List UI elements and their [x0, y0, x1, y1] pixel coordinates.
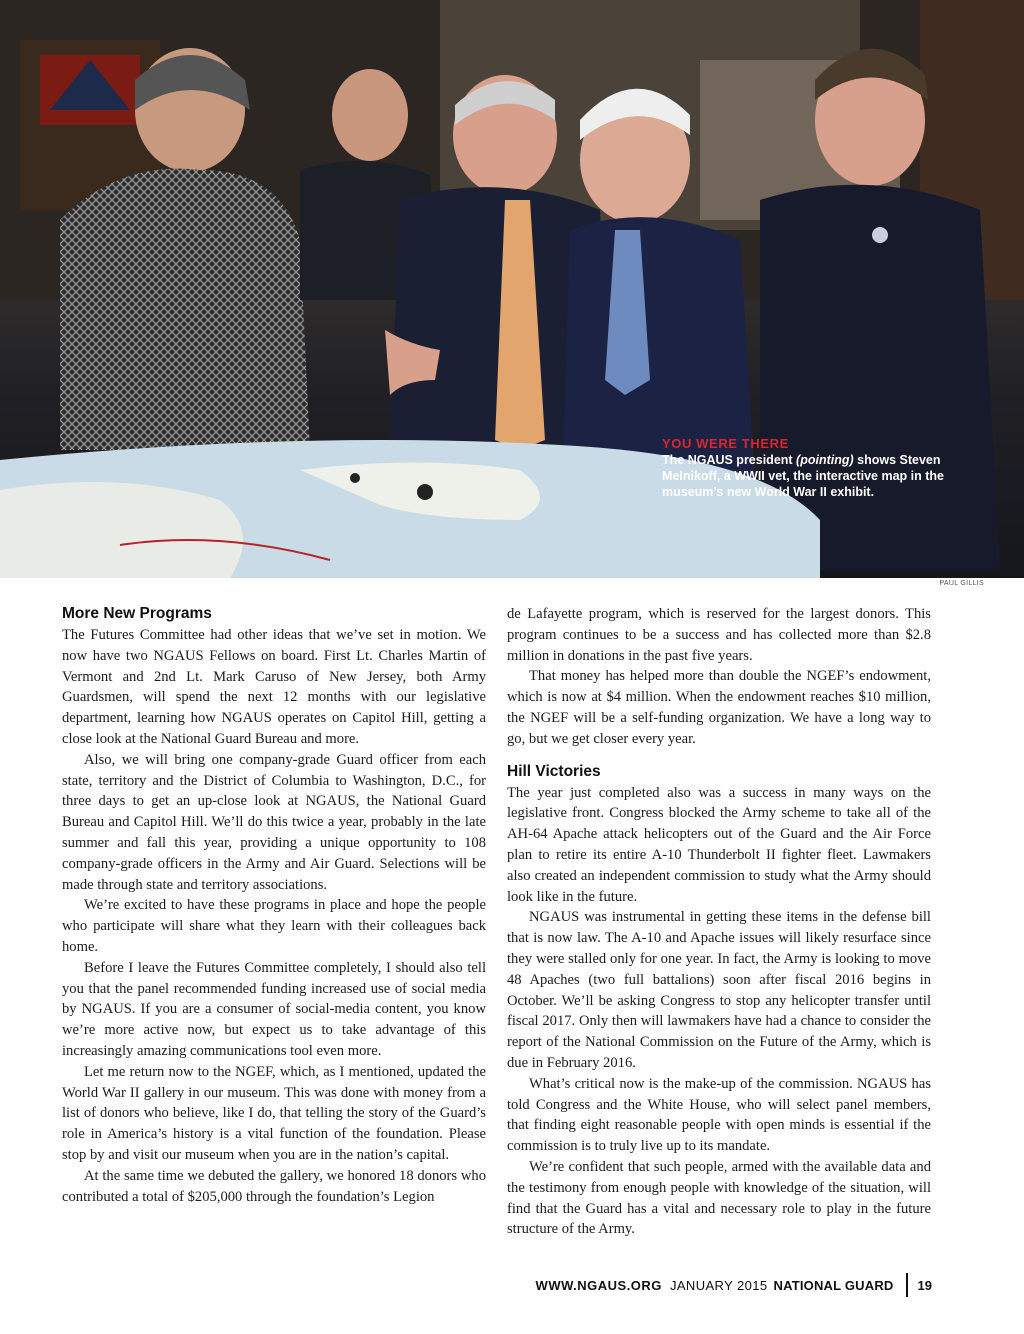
paragraph: The year just completed also was a success in many ways on the legislative front. Congress blocked the Army scheme to take all of the AH-64 Apache attack helicopters out of the Guard and the Air Force plan to retire its entire A-10 Thunderbolt II fighter fleet. Lawmakers also created an independent commission to study what the Army should look like in the future.	[507, 784, 931, 905]
paragraph: Before I leave the Futures Committee completely, I should also tell you that the panel recommended funding increased use of social media by NGAUS. If you are a consumer of social-media content, you know we’re more active now, but expect us to take advantage of this increasingly amazing communications tool even more.	[62, 959, 486, 1059]
paragraph: Let me return now to the NGEF, which, as I mentioned, updated the World War II gallery in our museum. This was done with money from a list of donors who believe, like I do, that telling the story of the Guard’s role in America’s history is a vital function of the foundation. Please stop by and visit our museum when you are in the nation’s capital.	[62, 1063, 486, 1163]
paragraph: We’re excited to have these programs in place and hope the people who participate will share what they learn with their colleagues back home.	[62, 897, 486, 955]
footer-magazine-title: NATIONAL GUARD	[773, 1277, 894, 1293]
photo-credit: PAUL GILLIS	[939, 580, 984, 587]
feature-photo	[0, 0, 1024, 578]
paragraph: We’re confident that such people, armed with the available data and the testimony from enough people with knowledge of the situation, will find that the Guard has a vital and necessary role to play in the future structure of the Army.	[507, 1158, 931, 1238]
caption-kicker: YOU WERE THERE	[662, 436, 789, 451]
page-footer	[536, 1273, 932, 1297]
caption-line1-em: (pointing)	[796, 453, 854, 467]
paragraph: de Lafayette program, which is reserved for the largest donors. This program continues to be a success and has collected more than $2.8 million in donations in the past five years.	[507, 606, 931, 664]
caption-body	[662, 452, 982, 500]
page-number: 19	[917, 1277, 932, 1293]
photo-caption	[662, 436, 982, 500]
footer-url[interactable]: WWW.NGAUS.ORG	[535, 1277, 662, 1293]
right-column	[507, 604, 931, 1240]
footer-date: JANUARY 2015	[669, 1277, 768, 1293]
paragraph: Also, we will bring one company-grade Guard officer from each state, territory and the District of Columbia to Washington, D.C., for three days to get an up-close look at NGAUS, the National Guard Bureau and Capitol Hill. We’ll do this twice a year, probably in the late summer and fall this year, providing a unique opportunity to 108 company-grade officers in the Army and Air Guard. Selections will be made through state and territory associations.	[62, 751, 486, 893]
caption-line1-pre: The NGAUS president	[662, 453, 797, 467]
paragraph: That money has helped more than double the NGEF’s endowment, which is now at $4 million. When the endowment reaches $10 million, the NGEF will be a self-funding organization. We have a long way to go, but we get closer every year.	[507, 668, 931, 747]
footer-divider	[906, 1273, 908, 1297]
paragraph: NGAUS was instrumental in getting these items in the defense bill that is now law. The A-10 and Apache issues will likely resurface since they were stalled only for one year. In fact, the Army is looking to move 48 Apaches (two full battalions) soon after fiscal 2016 begins in October. We’ll be asking Congress to stop any helicopter transfer until fiscal 2017. Only then will lawmakers have had a chance to consider the report of the National Commission on the Future of the Army, which is due in February 2016.	[507, 909, 931, 1071]
paragraph: The Futures Committee had other ideas that we’ve set in motion. We now have two NGAUS Fellows on board. First Lt. Charles Martin of Vermont and 2nd Lt. Mark Caruso of New Jersey, both Army Guardsmen, will spend the next 12 months with our legislative department, learning how NGAUS operates on Capitol Hill, getting a close look at the National Guard Bureau and more.	[62, 627, 486, 747]
section-heading-more-new-programs: More New Programs	[62, 605, 212, 622]
paragraph: At the same time we debuted the gallery, we honored 18 donors who contributed a total of $205,000 through the foundation’s Legion	[62, 1167, 486, 1205]
section-heading-hill-victories: Hill Victories	[507, 762, 601, 780]
caption-rest: Steven Melnikoff, a WWII vet, the interactive map in the museum’s new World War II exhibit.	[662, 453, 944, 499]
left-column	[62, 604, 486, 1207]
caption-line1-post: shows	[853, 453, 897, 467]
paragraph: What’s critical now is the make-up of the commission. NGAUS has told Congress and the White House, who will select panel members, that finding eight reasonable people with open minds is essential if the commission is to truly live up to its mandate.	[507, 1075, 931, 1155]
section-spacer	[507, 750, 931, 762]
